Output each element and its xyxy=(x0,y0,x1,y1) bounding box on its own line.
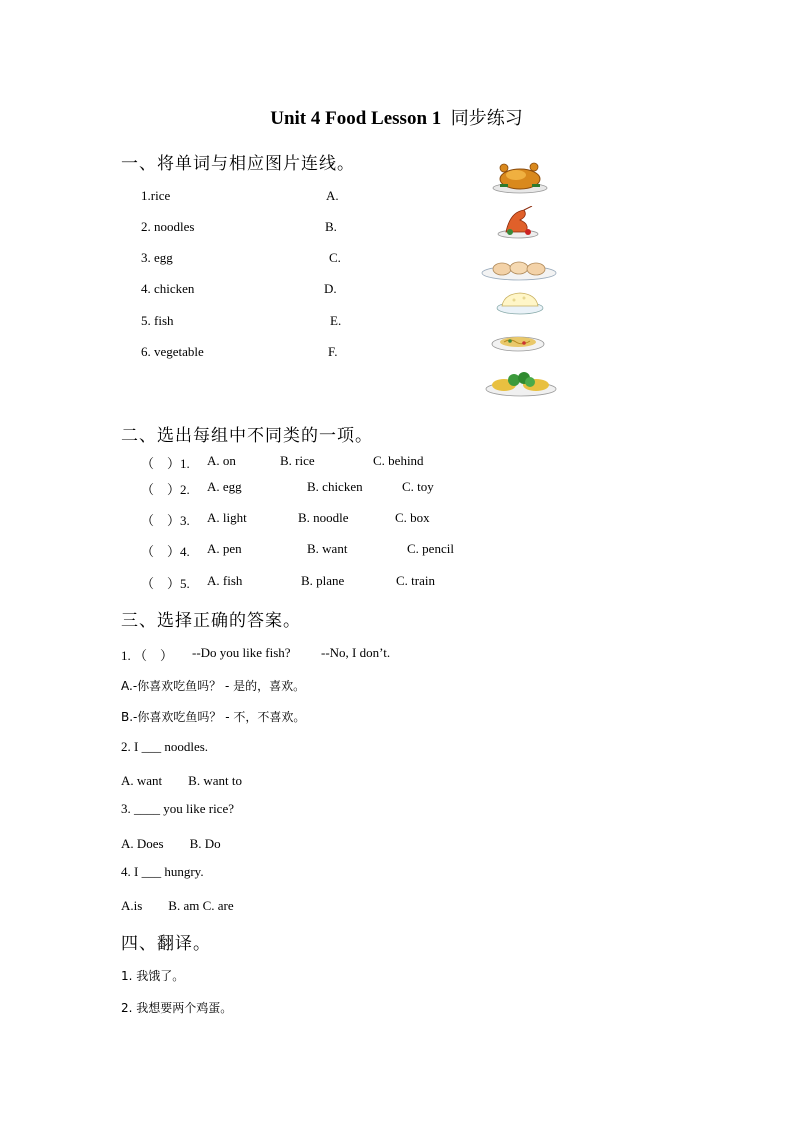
q2-3-bracket: （ ）3. xyxy=(141,513,190,528)
q3-4-options: A.is B. am C. are xyxy=(121,898,234,913)
eggs-plate-image xyxy=(480,258,558,282)
word-chicken: 4. chicken xyxy=(141,281,195,296)
word-egg: 3. egg xyxy=(141,250,173,265)
roast-chicken-image xyxy=(490,160,550,194)
q2-2-option-b: B. chicken xyxy=(307,479,363,494)
section2-heading: 二、选出每组中不同类的一项。 xyxy=(121,426,373,446)
q2-1-option-b: B. rice xyxy=(280,453,315,468)
q3-1-option-b: B.-你喜欢吃鱼吗？ - 不，不喜欢。 xyxy=(121,710,306,724)
q2-4-bracket: （ ）4. xyxy=(141,544,190,559)
letter-b: B. xyxy=(325,219,337,234)
q3-1-number: 1. （ ） xyxy=(121,648,174,663)
q3-1-question: --Do you like fish? xyxy=(192,645,291,660)
translation-item-2: 2. 我想要两个鸡蛋。 xyxy=(121,1001,233,1015)
q2-2-option-c: C. toy xyxy=(402,479,434,494)
q2-5-option-b: B. plane xyxy=(301,573,345,588)
q2-5-option-a: A. fish xyxy=(207,573,243,588)
q2-3-option-a: A. light xyxy=(207,510,247,525)
q2-2-option-a: A. egg xyxy=(207,479,242,494)
q2-3-option-b: B. noodle xyxy=(298,510,349,525)
q3-1-option-a: A.-你喜欢吃鱼吗？ - 是的，喜欢。 xyxy=(121,679,306,693)
q2-5-option-c: C. train xyxy=(396,573,435,588)
q3-3-options: A. Does B. Do xyxy=(121,836,221,851)
q2-1-bracket: （ ）1. xyxy=(141,456,190,471)
q3-3-question: 3. ____ you like rice? xyxy=(121,801,234,816)
letter-f: F. xyxy=(328,344,338,359)
word-rice: 1.rice xyxy=(141,188,171,203)
rice-bowl-image xyxy=(494,288,546,316)
q3-1-answer: --No, I don’t. xyxy=(321,645,391,660)
word-fish: 5. fish xyxy=(141,313,174,328)
q2-1-option-a: A. on xyxy=(207,453,236,468)
q3-2-question: 2. I ___ noodles. xyxy=(121,739,209,754)
page-title xyxy=(0,104,793,130)
section4-heading: 四、翻译。 xyxy=(121,934,211,954)
q2-4-option-b: B. want xyxy=(307,541,348,556)
q2-1-option-c: C. behind xyxy=(373,453,424,468)
letter-d: D. xyxy=(324,281,337,296)
title-cn: 同步练习 xyxy=(450,108,523,129)
q3-4-question: 4. I ___ hungry. xyxy=(121,864,204,879)
section3-heading: 三、选择正确的答案。 xyxy=(121,611,301,631)
q3-2-options: A. want B. want to xyxy=(121,773,242,788)
letter-c: C. xyxy=(329,250,341,265)
q2-4-option-c: C. pencil xyxy=(407,541,454,556)
fried-shrimp-image xyxy=(496,206,540,240)
letter-a: A. xyxy=(326,188,339,203)
noodles-plate-image xyxy=(490,330,546,354)
translation-item-1: 1. 我饿了。 xyxy=(121,969,185,983)
q2-5-bracket: （ ）5. xyxy=(141,576,190,591)
word-noodles: 2. noodles xyxy=(141,219,195,234)
word-vegetable: 6. vegetable xyxy=(141,344,204,359)
q2-4-option-a: A. pen xyxy=(207,541,242,556)
letter-e: E. xyxy=(330,313,342,328)
q2-3-option-c: C. box xyxy=(395,510,430,525)
q2-2-bracket: （ ）2. xyxy=(141,482,190,497)
vegetables-plate-image xyxy=(484,368,558,398)
section1-heading: 一、将单词与相应图片连线。 xyxy=(121,154,355,174)
title-en: Unit 4 Food Lesson 1 xyxy=(270,108,442,129)
